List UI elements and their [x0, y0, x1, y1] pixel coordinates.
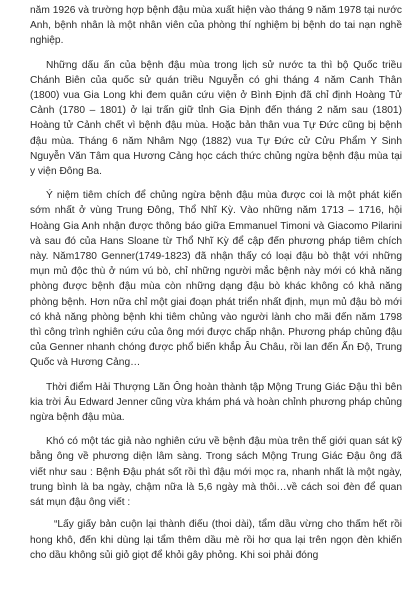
- paragraph-gap: [30, 49, 402, 58]
- paragraph-vaccination-origins: Ý niệm tiêm chích để chủng ngừa bệnh đậu mùa được coi là một phát kiến sớm nhất ở vùng Trung Đông, Thổ Nhĩ Kỳ. Vào những năm 1713 – 1716, hội Hoàng Gia Anh nhận được thông báo giữa Emmanuel Timoni và Giacomo Pilarini và sau đó của Hans Sloane từ Thổ Nhĩ Kỳ để cập đến phương pháp tiêm chích này. Năm1780 Genner(1749-1823) đã nhận thấy có loại đậu bò thật với những mụn mủ độc thù ở núm vú bò, chỉ những người mắc bệnh này mới có khả năng phòng được bệnh đậu mùa còn những dạng đậu bò khác không có khả năng phòng bệnh. Hơn nữa chỉ một giai đoạn phát triển nhất định, mụn mủ đậu bò mới có khả năng phòng bệnh khi tiêm chủng vào người lành cho mãi đến năm 1798 thì công trình nghiên cứu của ông mới được chấp nhận. Phương pháp chủng đậu của Genner nhanh chóng được phổ biến khắp Âu Châu, rồi lan đến Ấn Độ, Trung Quốc và Hương Cảng…: [30, 190, 402, 369]
- paragraph-gap: [30, 425, 402, 434]
- paragraph-gap: [30, 510, 402, 517]
- paragraph-continuation: năm 1926 và trường hợp bệnh đậu mùa xuất hiện vào tháng 9 năm 1978 tại nước Anh, bệnh nhân là một nhân viên của phòng thí nghiệm bị bệnh do tai nạn nghề nghiệp.: [30, 5, 402, 47]
- paragraph-gap: [30, 179, 402, 188]
- paragraph-quotation: “Lấy giấy bản cuộn lại thành điếu (thoi dài), tẩm dầu vừng cho thấm hết rồi hong khô, đến khi dùng lại tẩm thêm dầu mè rồi hơ qua lại trên ngọn đèn khiến cho dầu không sủi giỏ giọt để khỏi gây phỏng. Khi soi phải đóng: [30, 519, 402, 561]
- paragraph-clinical-observation: Khó có một tác giả nào nghiên cứu về bệnh đậu mùa trên thế giới quan sát kỹ bằng ông về phương diện lâm sàng. Trong sách Mộng Trung Giác Đậu ông đã viết như sau : Bệnh Đậu phát sốt rồi thì đậu mới mọc ra, nhanh nhất là một ngày, trung bình là ba ngày, chậm nữa là 5,6 ngày mà thôi…về cách soi đèn để quan sát mụn đậu ông viết :: [30, 436, 402, 509]
- paragraph-hai-thuong-lan-ong: Thời điểm Hải Thượng Lãn Ông hoàn thành tập Mộng Trung Giác Đậu thì bên kia trời Âu Edward Jenner cũng vừa khám phá và hoàn chỉnh phương pháp chủng ngừa bệnh đậu mùa.: [30, 381, 402, 424]
- paragraph-gap: [30, 371, 402, 380]
- paragraph-smallpox-history-vietnam: Những dấu ấn của bệnh đậu mùa trong lịch sử nước ta thì bộ Quốc triều Chánh Biên của quốc sử quán triều Nguyễn có ghi tháng 4 năm Canh Thân (1800) vua Gia Long khi đem quân cứu viện ở Bình Định đã chỉ định Hoàng Tử Cảnh (1780 – 1801) ở lại trấn giữ tỉnh Gia Định đến tháng 2 năm sau (1801) Hoàng tử Cảnh chết vì bệnh đậu mùa. Hoặc bản thân vua Tự Đức cũng bị bệnh đậu mùa. Tháng 6 năm Nhâm Ngọ (1882) vua Tự Đức cử Cửu Phẩm Y Sinh Nguyễn Văn Tâm qua Hương Cảng học cách thức chủng ngừa bệnh đậu mùa tại y viện Đông Ba.: [30, 59, 402, 178]
